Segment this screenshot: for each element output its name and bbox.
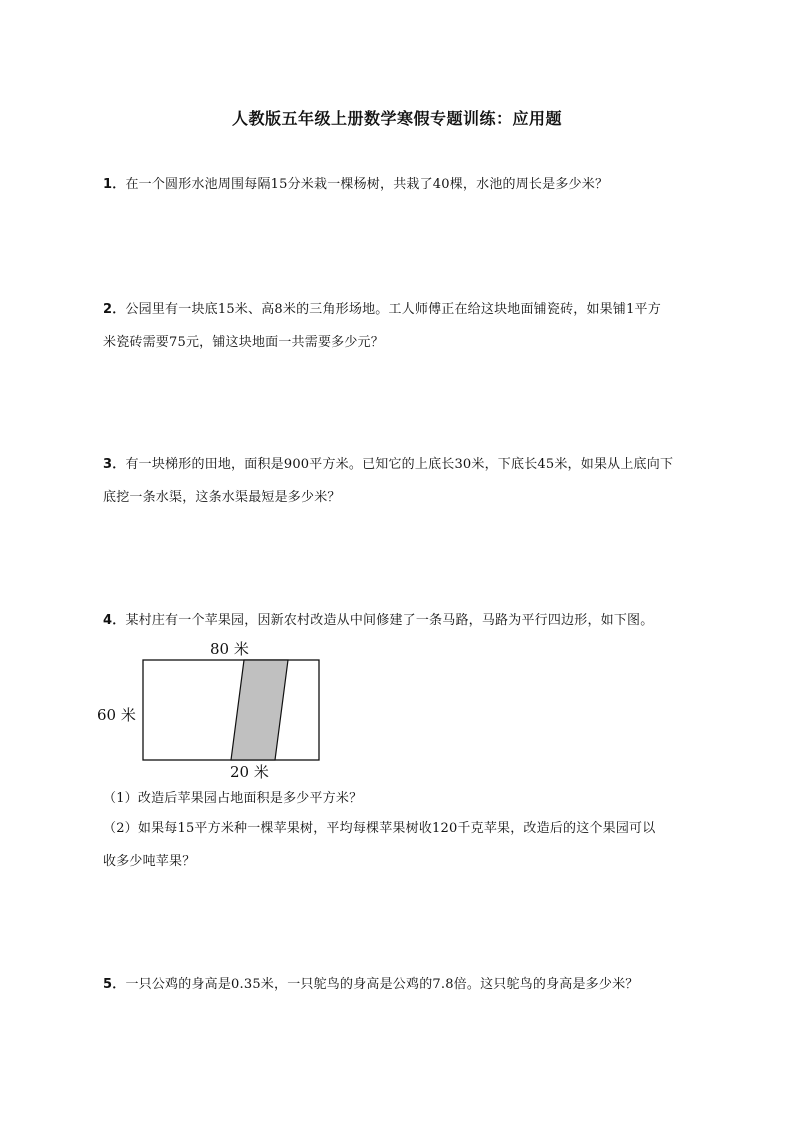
subquestion-text: 收多少吨苹果？ xyxy=(103,854,196,869)
subquestion-text: （1）改造后苹果园占地面积是多少平方米？ xyxy=(103,791,363,806)
question-2 xyxy=(103,293,723,359)
question-number: 2． xyxy=(103,302,126,317)
question-text: 在一个圆形水池周围每隔15分米栽一棵杨树，共栽了40棵，水池的周长是多少米？ xyxy=(125,177,609,192)
subquestion-1 xyxy=(103,782,723,815)
question-text: 底挖一条水渠，这条水渠最短是多少米？ xyxy=(103,490,341,505)
question-text: 有一块梯形的田地，面积是900平方米。已知它的上底长30米，下底长45米，如果从上底向下 xyxy=(125,457,674,472)
question-text: 公园里有一块底15米、高8米的三角形场地。工人师傅正在给这块地面铺瓷砖，如果铺1平方 xyxy=(125,302,661,317)
question-line xyxy=(103,448,723,481)
question-number: 3． xyxy=(103,457,126,472)
subquestion-line xyxy=(103,812,723,845)
road-width-label: 20 米 xyxy=(230,763,269,781)
subquestion-line xyxy=(103,845,723,878)
orchard-road-diagram xyxy=(90,636,340,786)
question-5 xyxy=(103,968,723,1001)
question-number: 4． xyxy=(103,613,126,628)
question-line xyxy=(103,604,723,637)
question-number: 5． xyxy=(103,977,126,992)
question-text: 米瓷砖需要75元，铺这块地面一共需要多少元？ xyxy=(103,335,384,350)
question-1 xyxy=(103,168,723,201)
subquestion-line xyxy=(103,782,723,815)
question-text: 某村庄有一个苹果园，因新农村改造从中间修建了一条马路，马路为平行四边形，如下图。 xyxy=(125,613,654,628)
question-number: 1． xyxy=(103,177,126,192)
question-line xyxy=(103,481,723,514)
subquestion-text: （2）如果每15平方米种一棵苹果树，平均每棵苹果树收120千克苹果，改造后的这个果园可以 xyxy=(103,821,656,836)
question-line xyxy=(103,168,723,201)
top-length-label: 80 米 xyxy=(210,640,249,658)
page-title: 人教版五年级上册数学寒假专题训练：应用题 xyxy=(231,109,562,128)
question-3 xyxy=(103,448,723,514)
question-line xyxy=(103,326,723,359)
question-text: 一只公鸡的身高是0.35米，一只鸵鸟的身高是公鸡的7.8倍。这只鸵鸟的身高是多少米？ xyxy=(125,977,639,992)
question-line xyxy=(103,968,723,1001)
question-4 xyxy=(103,604,723,637)
question-line xyxy=(103,293,723,326)
side-length-label: 60 米 xyxy=(97,706,136,724)
subquestion-2 xyxy=(103,812,723,878)
orchard-rectangle xyxy=(143,660,319,760)
